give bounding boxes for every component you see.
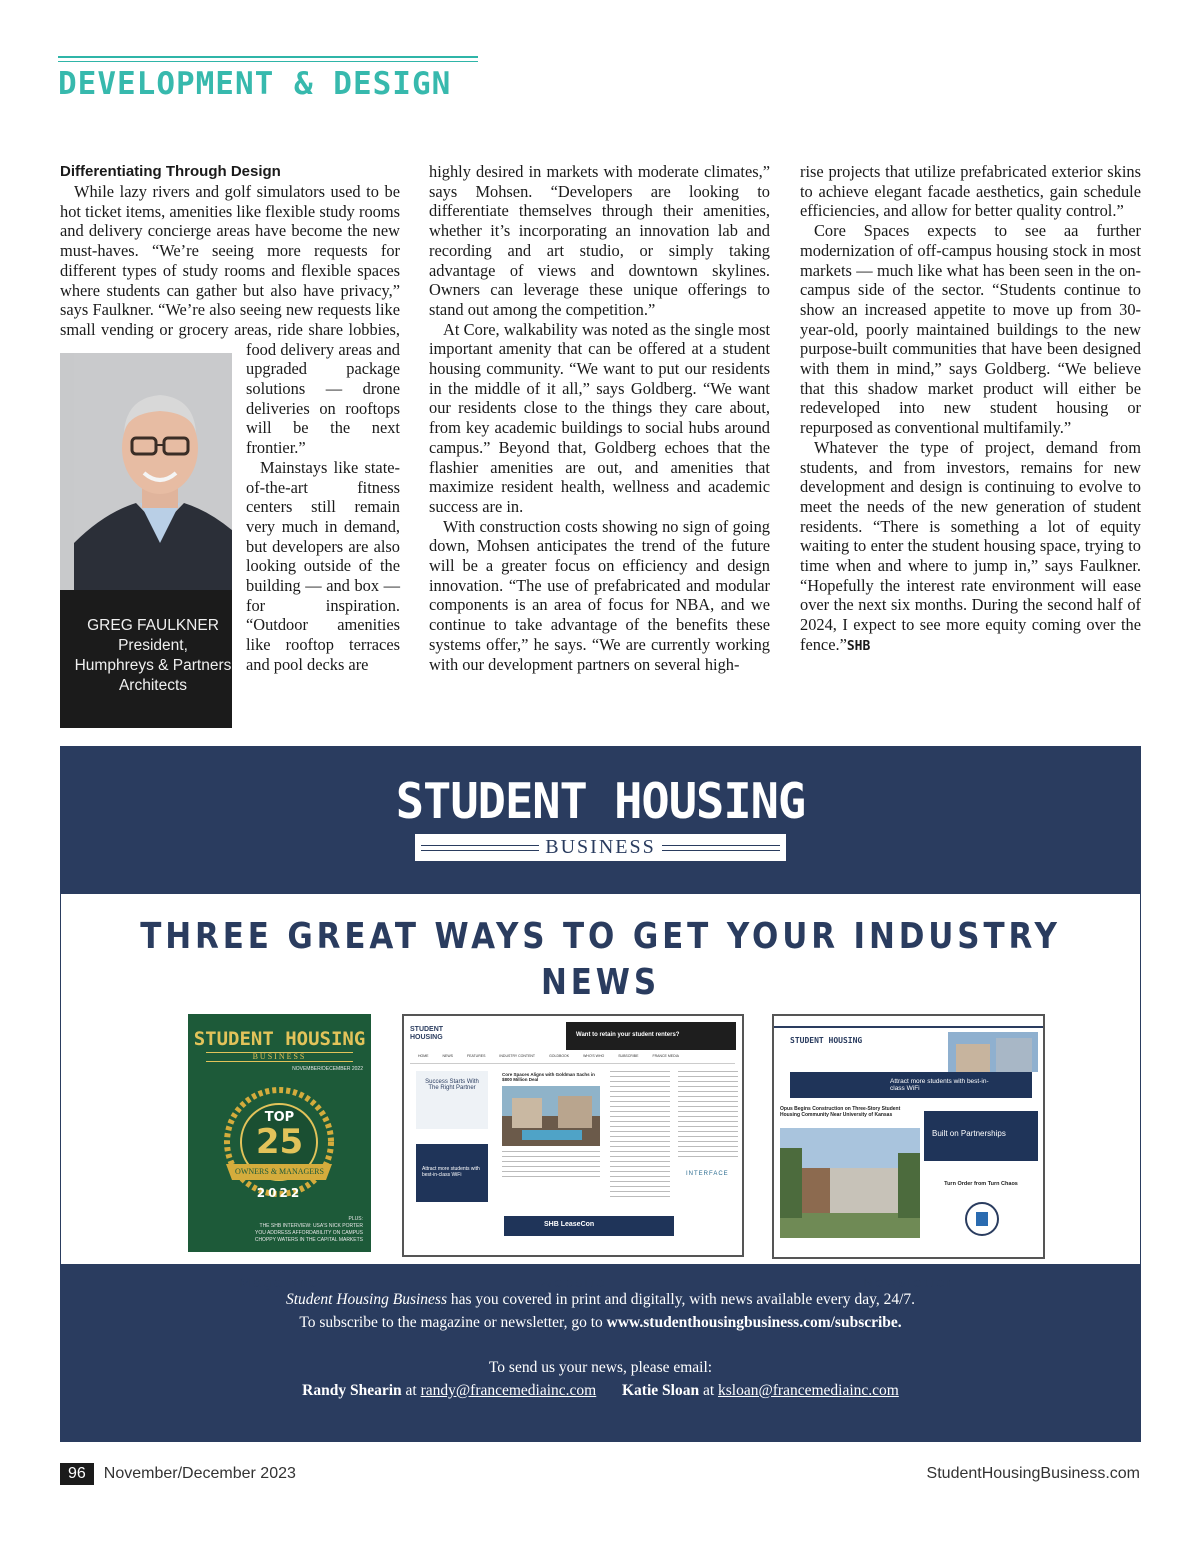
ad-info <box>60 1264 1141 1442</box>
header-rule-top <box>58 56 478 58</box>
coverage-text: has you covered in print and digitally, with news available every day, 24/7. <box>447 1291 916 1308</box>
website-story-text <box>502 1151 600 1181</box>
article-paragraph <box>800 438 1141 657</box>
newsletter-headline: Opus Begins Construction on Three-Story Student Housing Community Near University of Kansas <box>780 1106 901 1118</box>
magazine-thumbnail[interactable] <box>188 1014 371 1252</box>
photo-caption <box>60 590 232 728</box>
newsletter-thumbnail[interactable] <box>772 1014 1045 1259</box>
issue-date: November/December 2023 <box>103 1465 296 1482</box>
site-url: StudentHousingBusiness.com <box>926 1465 1140 1482</box>
website-right-text <box>678 1071 738 1161</box>
logo-rule-right <box>662 845 780 851</box>
article-subhead: Differentiating Through Design <box>60 163 281 180</box>
contacts-line <box>60 1379 1141 1402</box>
article-column-2 <box>429 162 770 674</box>
website-main-image <box>502 1086 600 1146</box>
ad-showcase <box>60 894 1141 1290</box>
website-left-ad <box>416 1071 488 1129</box>
ad-masthead <box>60 746 1141 894</box>
website-nav-item: INDUSTRY CONTENT <box>499 1054 536 1058</box>
newsletter-header-image <box>948 1032 1038 1072</box>
magazine-cover-business: BUSINESS <box>206 1052 353 1062</box>
header-rule-bottom <box>58 61 478 62</box>
label-newsletter: Newsletter <box>862 1274 955 1290</box>
magazine-cover-title: STUDENT HOUSING <box>193 1028 366 1050</box>
spacer <box>60 1334 1141 1356</box>
label-magazine: Magazine <box>239 1274 320 1290</box>
subscribe-text: To subscribe to the magazine or newsletter, go to <box>299 1314 607 1331</box>
newsletter-building-image <box>780 1128 920 1238</box>
author-photo <box>60 353 232 590</box>
newsletter-logo: STUDENT HOUSING <box>790 1036 863 1045</box>
website-nav-item: NEWS <box>442 1054 453 1058</box>
ad-logo-subbar <box>415 834 786 861</box>
website-nav-item: FEATURES <box>467 1054 486 1058</box>
send-news-text: To send us your news, please email: <box>488 1359 713 1376</box>
website-banner <box>566 1022 736 1050</box>
caption-company: Humphreys & Partners <box>74 657 232 674</box>
website-nav-item: FRANCE MEDIA <box>652 1054 679 1058</box>
at-text: at <box>405 1382 417 1399</box>
section-header <box>58 56 478 102</box>
website-main-story-title: Core Spaces Aligns with Goldman Sachs in $800 Million Deal <box>502 1072 595 1082</box>
website-leasecon <box>504 1216 674 1236</box>
left-ad-text: Success Starts With The Right Partner <box>425 1079 479 1091</box>
website-logo: STUDENT HOUSING <box>410 1026 444 1041</box>
newsletter-side-panel <box>924 1111 1038 1161</box>
logo-rule-left <box>421 845 539 851</box>
website-nav-item: WHO'S WHO <box>583 1054 605 1058</box>
magazine-cover-top: TOP <box>264 1110 295 1125</box>
article-paragraph: Mainstays like state-of-the-art fitness centers still remain very much in demand, but developers are also looking outside of the building — and box — for inspiration. “Outdoor amenities like rooftop terraces and pool decks are <box>246 457 400 674</box>
at-text: at <box>702 1382 715 1399</box>
website-left-ad-2 <box>416 1144 488 1202</box>
magazine-cover-footer <box>198 1216 363 1244</box>
newsletter-diagram <box>932 1194 1032 1244</box>
page-folio <box>60 1462 296 1486</box>
website-nav-item: HOME <box>418 1054 429 1058</box>
ad-headline: THREE GREAT WAYS TO GET YOUR INDUSTRY NEWS <box>140 916 1061 1003</box>
ad-logo-title: STUDENT HOUSING <box>395 772 806 831</box>
website-interface: INTERFACE <box>686 1171 729 1177</box>
paragraph-text: While lazy rivers and golf simulators used to be hot ticket items, amenities like flexible study rooms and delivery concierge areas have become the new must-haves. “We’re seeing more requests for different types of study rooms and flexible spaces where students can gather but also have privacy,” says Faulkner. “We’re also seeing new requests like small vending or grocery areas, ride share lobbies, food delivery areas and upgraded package solutions — drone deliveries on rooftops will be the next frontier.” <box>60 182 400 458</box>
side-panel-title: Built on Partnerships <box>932 1129 1006 1138</box>
shb-advertisement <box>60 746 1141 1442</box>
website-banner-text: Want to retain your student renters? <box>576 1032 680 1038</box>
newsletter-ad-text: Attract more students with best-in-class WiFi <box>890 1078 989 1092</box>
cover-footer-line: YOU ADDRESS AFFORDABILITY ON CAMPUS <box>255 1230 363 1236</box>
contact-email-link[interactable]: ksloan@francemediainc.com <box>718 1382 899 1399</box>
article-paragraph: Core Spaces expects to see aa further modernization of off-campus housing stock in most markets — much like what has been seen in the on-campus side of the sector. “Students continue to show an increased appetite to move up from 30-year-old, poorly maintained buildings to the new purpose-built communities that have been designed with them in mind,” says Goldberg. “We believe that this shadow market product will either be redeveloped into new student housing or repurposed as conventional multifamily.” <box>800 221 1141 438</box>
newsletter-turn-order: Turn Order from Turn Chaos <box>944 1181 1018 1187</box>
label-website: Website <box>539 1274 607 1290</box>
ad-line-coverage <box>60 1288 1141 1311</box>
magazine-cover-year: 2022 <box>256 1186 303 1200</box>
magazine-cover-ribbon: OWNERS & MANAGERS <box>235 1167 324 1176</box>
newsletter-ad <box>790 1072 1032 1098</box>
article-column-3 <box>800 162 1141 657</box>
caption-company-line2: Architects <box>118 677 188 694</box>
website-thumbnail[interactable] <box>402 1014 744 1257</box>
website-nav <box>410 1054 735 1064</box>
page-number: 96 <box>60 1463 94 1485</box>
paragraph-text: Whatever the type of project, demand from students, and from investors, remains for new development and design is continuing to evolve to meet the needs of the new generation of student residents. “There is something a lot of equity waiting to enter the student housing space, trying to time when and where to jump in,” says Faulkner. “Hopefully the interest rate environment will ease over the next six months. During the second half of 2024, I expect to see more equity coming over the fence.” <box>800 437 1141 654</box>
section-title: DEVELOPMENT & DESIGN <box>58 66 452 102</box>
article-paragraph: rise projects that utilize prefabricated exterior skins to achieve elegant facade aesthetics, gain schedule efficiencies, and allow for better quality control.” <box>800 162 1141 221</box>
contact-name: Katie Sloan <box>622 1382 700 1399</box>
publication-name: Student Housing Business <box>285 1291 447 1308</box>
portrait-image <box>74 353 232 590</box>
article-column-1 <box>60 162 400 728</box>
end-mark: SHB <box>846 638 871 654</box>
caption-title: President, <box>118 637 188 654</box>
leasecon-text: SHB LeaseCon <box>544 1221 595 1228</box>
cover-footer-line: THE SHB INTERVIEW: USA'S NICK PORTER <box>259 1223 363 1229</box>
cover-footer-line: PLUS: <box>348 1216 363 1222</box>
article-paragraph: At Core, walkability was noted as the single most important amenity that can be offered at a student housing community. “We want to put our residents in the middle of it all,” says Goldberg. “We want our residents close to the things they care about, from key academic buildings to social hubs around campus.” Beyond that, Goldberg echoes that the flashier amenities are out, and amenities that maximize resident health, wellness and academic success are in. <box>429 319 770 516</box>
caption-name: GREG FAULKNER <box>87 617 219 634</box>
left-ad-text: Attract more students with best-in-class WiFi <box>422 1166 480 1178</box>
website-nav-item: GOLDBOOK <box>549 1054 570 1058</box>
newsletter-topbar <box>774 1026 1043 1028</box>
ad-line-subscribe <box>60 1311 1141 1334</box>
cover-footer-line: CHOPPY WATERS IN THE CAPITAL MARKETS <box>254 1237 363 1243</box>
ad-logo-subtitle: BUSINESS <box>545 836 656 858</box>
magazine-cover-number: 25 <box>255 1122 304 1162</box>
article-paragraph: highly desired in markets with moderate climates,” says Mohsen. “Developers are looking to differentiate themselves through their amenities, whether it’s incorporating an innovation lab and recording and art studio, or simply taking advantage of views and downtown skylines. Owners can leverage these unique offerings to stand out among the competition.” <box>429 162 770 319</box>
contact-email-link[interactable]: randy@francemediainc.com <box>420 1382 597 1399</box>
magazine-cover-date: NOVEMBER/DECEMBER 2022 <box>292 1066 363 1072</box>
website-sidebar-text <box>610 1071 670 1201</box>
photo-float <box>60 353 232 728</box>
author-photo-block <box>60 353 232 728</box>
website-nav-item: SUBSCRIBE <box>618 1054 639 1058</box>
subscribe-link[interactable]: www.studenthousingbusiness.com/subscribe. <box>606 1314 902 1331</box>
article-paragraph: With construction costs showing no sign of going down, Mohsen anticipates the trend of the future will be a greater focus on efficiency and design innovation. “The use of prefabricated and modular components is an area of focus for NBA, and we continue to take advantage of the benefits these systems offer,” he says. “We are currently working with our development partners on several high- <box>429 516 770 674</box>
contact-name: Randy Shearin <box>302 1382 402 1399</box>
